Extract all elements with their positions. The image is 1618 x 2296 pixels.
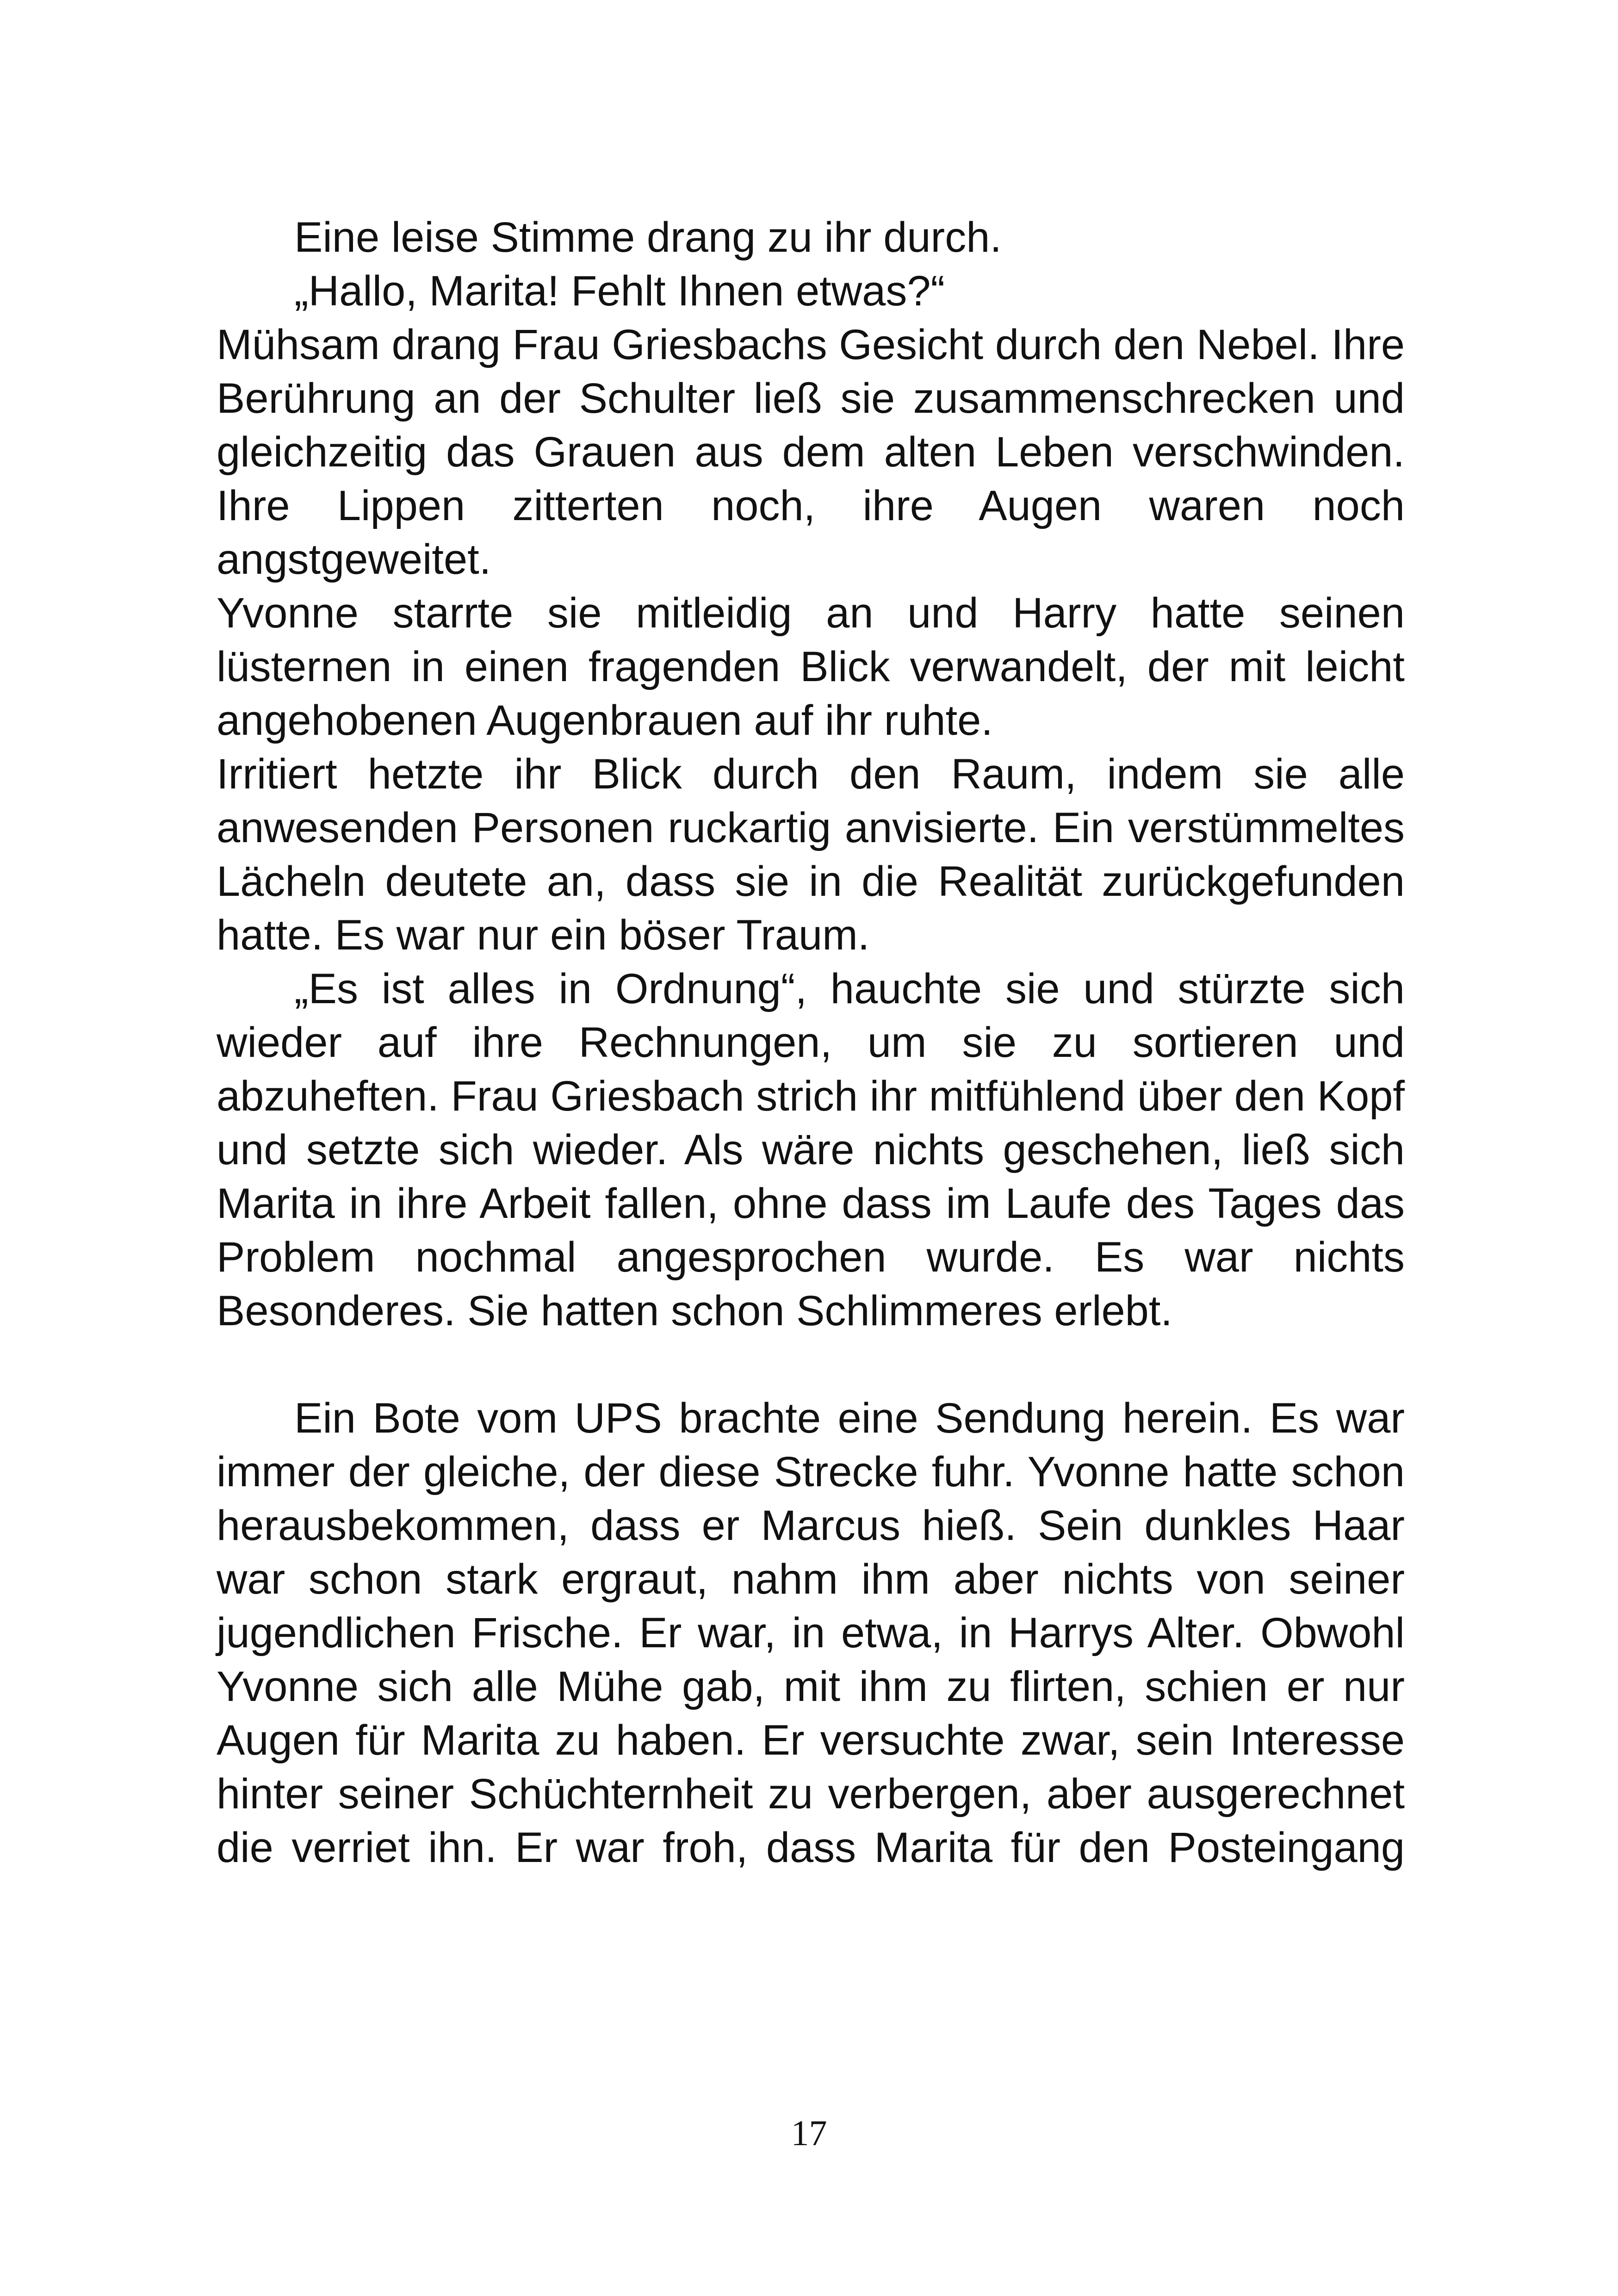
paragraph-5: Irritiert hetzte ihr Blick durch den Raum, indem sie alle anwesenden Personen ruckartig anvisierte. Ein verstümmeltes Lächeln deutete an, dass sie in die Realität zurückgefunden hatte. Es war nur ein böser Traum. <box>217 751 1405 959</box>
paragraph-6: „Es ist alles in Ordnung“, hauchte sie und stürzte sich wieder auf ihre Rechnungen, um sie zu sortieren und abzuheften. Frau Griesbach strich ihr mitfühlend über den Kopf und setzte sich wieder. Als wäre nichts geschehen, ließ sich Marita in ihre Arbeit fallen, ohne dass im Laufe des Tages das Problem nochmal angesprochen wurde. Es war nichts Besonderes. Sie hatten schon Schlimmeres erlebt. <box>217 965 1405 1334</box>
paragraph-3: Mühsam drang Frau Griesbachs Gesicht durch den Nebel. Ihre Berührung an der Schulter ließ sie zusammenschrecken und gleichzeitig das Grauen aus dem alten Leben verschwinden. Ihre Lippen zitterten noch, ihre Augen waren noch angstgeweitet. <box>217 321 1405 583</box>
paragraph-1: Eine leise Stimme drang zu ihr durch. <box>294 214 1002 261</box>
paragraph-2: „Hallo, Marita! Fehlt Ihnen etwas?“ <box>294 267 945 315</box>
body-text <box>217 211 1405 1874</box>
paragraph-gap <box>217 1338 1405 1391</box>
paragraph-4: Yvonne starrte sie mitleidig an und Harry hatte seinen lüsternen in einen fragenden Blick verwandelt, der mit leicht angehobenen Augenbrauen auf ihr ruhte. <box>217 590 1405 744</box>
paragraph-7: Ein Bote vom UPS brachte eine Sendung herein. Es war immer der gleiche, der diese Strecke fuhr. Yvonne hatte schon herausbekommen, dass er Marcus hieß. Sein dunkles Haar war schon stark ergraut, nahm ihm aber nichts von seiner jugendlichen Frische. Er war, in etwa, in Harrys Alter. Obwohl Yvonne sich alle Mühe gab, mit ihm zu flirten, schien er nur Augen für Marita zu haben. Er versuchte zwar, sein Interesse hinter seiner Schüchternheit zu verbergen, aber ausgerechnet die verriet ihn. Er war froh, dass Marita für den Posteingang <box>217 1395 1405 1871</box>
page-number: 17 <box>791 2113 827 2153</box>
